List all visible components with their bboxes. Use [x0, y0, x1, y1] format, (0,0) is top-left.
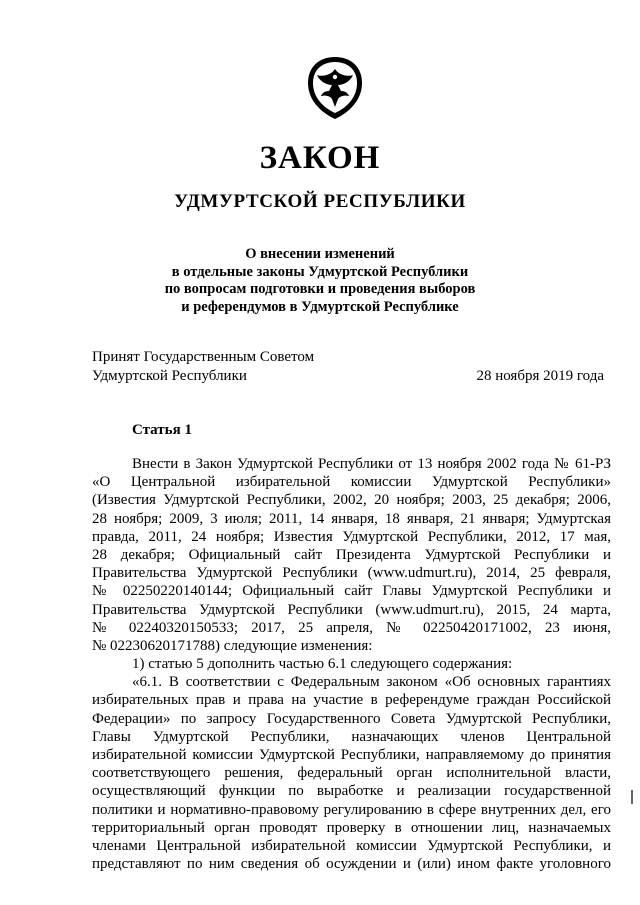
body-line: (Известия Удмуртской Республики, 2002, 20 ноября; 2003, 25 декабря; 2006, [92, 492, 611, 509]
body-line: № 02240320150533; 2017, 25 апреля, № 02250420171002, 23 июня, [92, 619, 611, 636]
law-name [0, 246, 640, 316]
body-line: 28 ноября; 2009, 3 июля; 2011, 14 января, 18 января, 21 января; Удмуртская [92, 510, 611, 527]
document-title: ЗАКОН [259, 140, 381, 176]
adoption-block [92, 348, 314, 386]
body-line: «6.1. В соответствии с Федеральным законом «Об основных гарантиях [132, 674, 611, 691]
body-line: территориальный орган проводят проверку в отношении лиц, назначаемых [92, 819, 611, 836]
law-name-line: и референдумов в Удмуртской Республике [181, 298, 459, 315]
body-line: избирательной комиссии Удмуртской Республики, направляемому до принятия [92, 747, 611, 763]
law-name-line: по вопросам подготовки и проведения выборов [164, 281, 476, 297]
body-line: избирательных прав и права на участие в референдуме граждан Российской [92, 692, 611, 709]
body-line: представляют по ним сведения об осуждении и (или) ином факте уголовного [92, 856, 611, 873]
article-body [92, 455, 611, 873]
body-line: Внести в Закон Удмуртской Республики от 13 ноября 2002 года № 61-РЗ [132, 456, 611, 472]
body-line: Федерации» по запросу Государственного Совета Удмуртской Республики, [92, 710, 611, 727]
udmurt-emblem-icon [305, 55, 365, 121]
body-line: № 02250220140144; Официальный сайт Главы Удмуртской Республики и [92, 583, 611, 600]
body-line: Правительства Удмуртской Республики (www.udmurt.ru), 2014, 25 февраля, [92, 565, 611, 582]
body-line: политики и нормативно-правовому регулированию в сфере внутренних дел, его [92, 801, 611, 818]
body-line: осуществляющий функции по выработке и реализации государственной [92, 783, 611, 800]
body-line: Правительства Удмуртской Республики (www.udmurt.ru), 2015, 24 марта, [92, 601, 611, 618]
body-line: правда, 2011, 24 ноября; Известия Удмуртской Республики, 2012, 17 мая, [92, 528, 611, 545]
body-line: 28 декабря; Официальный сайт Президента Удмуртской Республики и [92, 546, 611, 563]
body-line: 1) статью 5 дополнить частью 6.1 следующего содержания: [132, 656, 513, 673]
law-name-line: О внесении изменений [245, 246, 395, 262]
adoption-line: Удмуртской Республики [92, 368, 247, 384]
body-line: «О Центральной избирательной комиссии Удмуртской Республики» [92, 474, 611, 491]
body-line: № 02230620171788) следующие изменения: [92, 637, 373, 654]
document-subtitle: УДМУРТСКОЙ РЕСПУБЛИКИ [174, 191, 466, 212]
body-line: соответствующего решения, федеральный орган исполнительной власти, [92, 765, 611, 782]
law-name-line: в отдельные законы Удмуртской Республики [171, 263, 469, 280]
adoption-line: Принят Государственным Советом [92, 349, 315, 365]
adoption-date: 28 ноября 2019 года [476, 368, 604, 384]
body-line: Главы Удмуртской Республики, назначающих членов Центральной [92, 728, 611, 745]
article-title: Статья 1 [132, 422, 192, 438]
scan-edge-mark [631, 790, 633, 804]
body-line: членами Центральной избирательной комиссии Удмуртской Республики, и [92, 837, 611, 854]
